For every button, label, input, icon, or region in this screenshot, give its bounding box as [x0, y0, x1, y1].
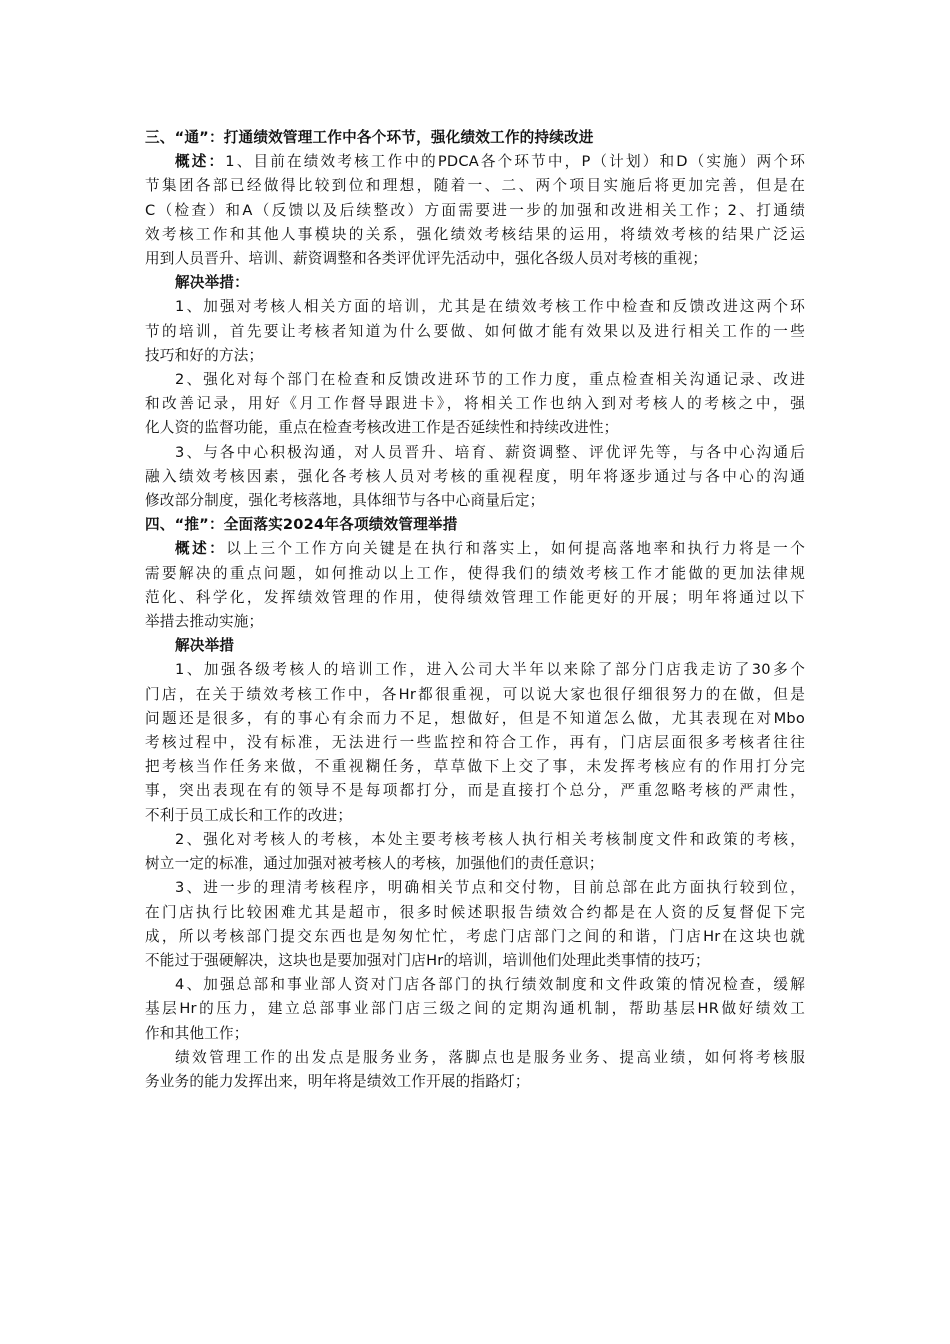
section4-item4-line: 作和其他工作； — [145, 1024, 249, 1042]
section4-item1-line: 门店，在关于绩效考核工作中，各Hr都很重视，可以说大家也很仔细很努力的在做，但是 — [145, 685, 805, 703]
section4-item3-line: 成，所以考核部门提交东西也是匆匆忙忙，考虑门店部门之间的和谐，门店Hr在这块也就 — [145, 927, 805, 945]
section3-overview-line: 效考核工作和其他人事模块的关系，强化绩效考核结果的运用，将绩效考核的结果广泛运 — [145, 225, 805, 243]
section3-item3-line: 修改部分制度，强化考核落地，具体细节与各中心商量后定； — [145, 492, 545, 510]
section4-measures-label: 解决举措 — [175, 637, 235, 655]
document-page — [145, 126, 805, 1094]
section4-heading: 四、“推”：全面落实2024年各项绩效管理举措 — [145, 516, 458, 534]
section4-item1-line: 把考核当作任务来做，不重视糊任务，草草做下上交了事，未发挥考核应有的作用打分完 — [145, 758, 805, 776]
section4-item1-line: 不利于员工成长和工作的改进； — [145, 806, 353, 824]
section3-measures-label: 解决举措： — [175, 274, 249, 292]
section3-heading: 三、“通”：打通绩效管理工作中各个环节，强化绩效工作的持续改进 — [145, 129, 594, 146]
closing-line: 绩效管理工作的出发点是服务业务，落脚点也是服务业务、提高业绩，如何将考核服 — [175, 1048, 805, 1066]
section4-item1-line: 事，突出表现在有的领导不是每项都打分，而是直接打个总分，严重忽略考核的严肃性， — [145, 782, 805, 800]
section3-item1-line: 技巧和好的方法； — [145, 346, 264, 364]
section4-overview-line: 需要解决的重点问题，如何推动以上工作，使得我们的绩效考核工作才能做的更加法律规 — [145, 564, 805, 582]
section3-item1-line: 节的培训，首先要让考核者知道为什么要做、如何做才能有效果以及进行相关工作的一些 — [145, 322, 805, 340]
section3-overview-line: 节集团各部已经做得比较到位和理想，随着一、二、两个项目实施后将更加完善，但是在 — [145, 177, 805, 195]
section4-item2-line: 2、强化对考核人的考核，本处主要考核考核人执行相关考核制度文件和政策的考核， — [175, 830, 805, 848]
section3-overview-line: 用到人员晋升、培训、薪资调整和各类评优评先活动中，强化各级人员对考核的重视； — [145, 250, 708, 268]
section4-item3-line: 不能过于强硬解决，这块也是要加强对门店Hr的培训，培训他们处理此类事情的技巧； — [145, 951, 710, 969]
section3-overview-line: C（检查）和A（反馈以及后续整改）方面需要进一步的加强和改进相关工作；2、打通绩 — [145, 201, 805, 219]
section3-item2-line: 化人资的监督功能，重点在检查考核改进工作是否延续性和持续改进性； — [145, 419, 619, 437]
section3-item3-line: 融入绩效考核因素，强化各考核人员对考核的重视程度，明年将逐步通过与各中心的沟通 — [145, 467, 805, 485]
section3-item3-line: 3、与各中心积极沟通，对人员晋升、培育、薪资调整、评优评先等，与各中心沟通后 — [175, 443, 805, 461]
section4-item3-line: 3、进一步的理清考核程序，明确相关节点和交付物，目前总部在此方面执行较到位， — [175, 879, 805, 897]
section3-overview-line — [145, 150, 805, 174]
section4-item1-line: 问题还是很多，有的事心有余而力不足，想做好，但是不知道怎么做，尤其表现在对Mbo — [145, 709, 805, 727]
section4-overview-line: 举措去推动实施； — [145, 613, 264, 631]
section4-overview-line: 范化、科学化，发挥绩效管理的作用，使得绩效管理工作能更好的开展；明年将通过以下 — [145, 588, 805, 606]
section4-item3-line: 在门店执行比较困难尤其是超市，很多时候述职报告绩效合约都是在人资的反复督促下完 — [145, 903, 805, 921]
section4-overview-text: 以上三个工作方向关键是在执行和落实上，如何提高落地率和执行力将是一个 — [226, 540, 805, 558]
section4-item4-line: 基层Hr的压力，建立总部事业部门店三级之间的定期沟通机制，帮助基层HR做好绩效工 — [145, 1000, 805, 1018]
section4-item2-line: 树立一定的标准，通过加强对被考核人的考核，加强他们的责任意识； — [145, 855, 604, 873]
section3-item2-line: 2、强化对每个部门在检查和反馈改进环节的工作力度，重点检查相关沟通记录、改进 — [175, 371, 805, 389]
section4-overview-line — [145, 537, 805, 561]
section4-item1-line: 考核过程中，没有标准，无法进行一些监控和符合工作，再有，门店层面很多考核者往往 — [145, 734, 805, 752]
section3-overview-label: 概述： — [175, 153, 226, 171]
section3-overview-text: 1、目前在绩效考核工作中的PDCA各个环节中，P（计划）和D（实施）两个环 — [225, 153, 806, 171]
section4-item4-line: 4、加强总部和事业部人资对门店各部门的执行绩效制度和文件政策的情况检查，缓解 — [175, 976, 805, 994]
closing-line: 务业务的能力发挥出来，明年将是绩效工作开展的指路灯； — [145, 1072, 530, 1090]
section4-item1-line: 1、加强各级考核人的培训工作，进入公司大半年以来除了部分门店我走访了30多个 — [175, 661, 805, 679]
section3-item1-line: 1、加强对考核人相关方面的培训，尤其是在绩效考核工作中检查和反馈改进这两个环 — [175, 298, 805, 316]
section3-item2-line: 和改善记录，用好《月工作督导跟进卡》，将相关工作也纳入到对考核人的考核之中，强 — [145, 395, 805, 413]
section4-overview-label: 概述： — [175, 540, 227, 558]
